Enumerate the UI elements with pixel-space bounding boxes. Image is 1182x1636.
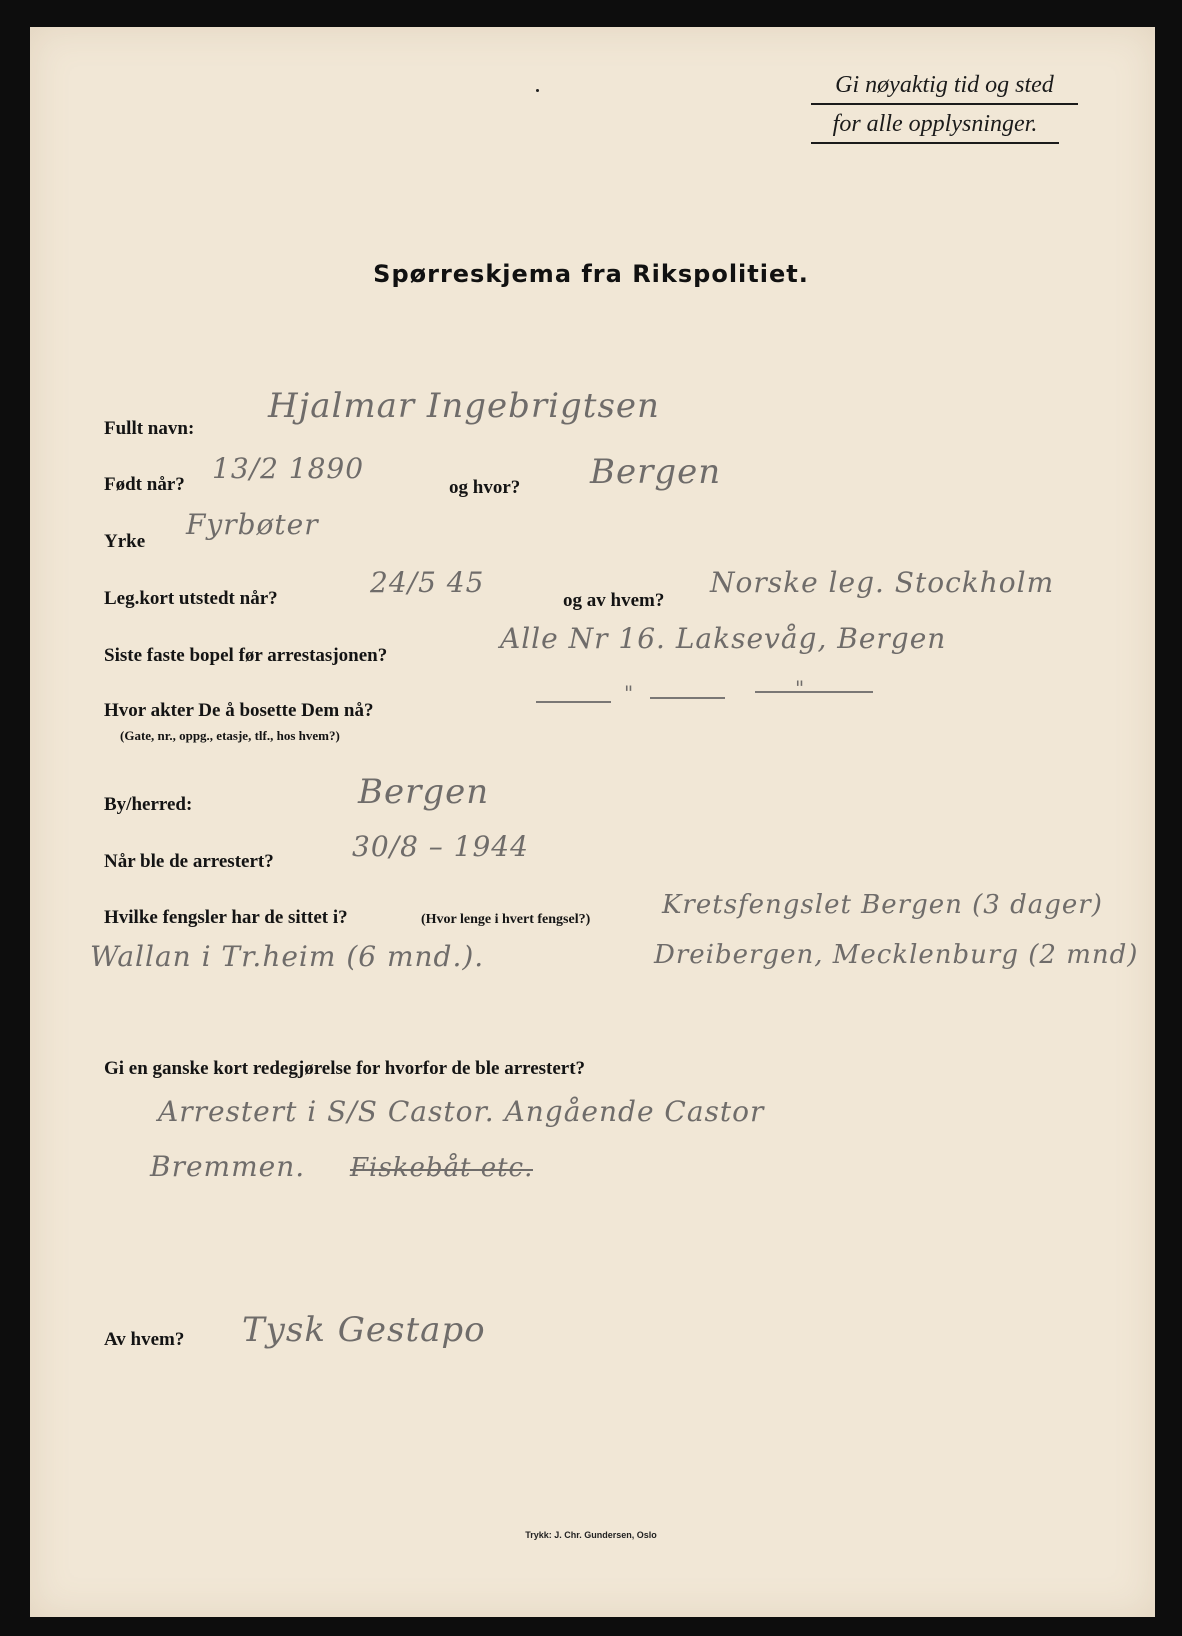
notice-line-1: Gi nøyaktig tid og sted bbox=[811, 66, 1078, 105]
full-name-value[interactable]: Hjalmar Ingebrigtsen bbox=[268, 386, 660, 426]
idcard-by-label: og av hvem? bbox=[563, 590, 665, 611]
idcard-when-label: Leg.kort utstedt når? bbox=[104, 588, 278, 609]
arrested-when-label: Når ble de arrestert? bbox=[104, 851, 274, 872]
form-title: Spørreskjema fra Rikspolitiet. bbox=[373, 260, 809, 288]
instruction-notice bbox=[811, 66, 1078, 144]
prisons-value-2b[interactable]: Dreibergen, Mecklenburg (2 mnd) bbox=[654, 940, 1139, 970]
reason-value-2b-struck[interactable]: Fiskebåt etc. bbox=[350, 1153, 534, 1183]
ditto-dash bbox=[536, 701, 611, 703]
notice-line-2: for alle opplysninger. bbox=[811, 105, 1059, 144]
idcard-by-value[interactable]: Norske leg. Stockholm bbox=[710, 566, 1055, 599]
ink-dot bbox=[536, 89, 539, 92]
municipality-value[interactable]: Bergen bbox=[358, 772, 490, 812]
printer-imprint: Trykk: J. Chr. Gundersen, Oslo bbox=[525, 1530, 657, 1540]
born-where-value[interactable]: Bergen bbox=[590, 452, 722, 492]
last-address-label: Siste faste bopel før arrestasjonen? bbox=[104, 645, 388, 666]
last-address-value[interactable]: Alle Nr 16. Laksevåg, Bergen bbox=[500, 622, 947, 655]
ditto-dash bbox=[650, 697, 725, 699]
ditto-dash bbox=[755, 691, 873, 693]
born-where-label: og hvor? bbox=[449, 477, 521, 498]
settle-sublabel: (Gate, nr., oppg., etasje, tlf., hos hvem?) bbox=[120, 728, 340, 743]
municipality-label: By/herred: bbox=[104, 794, 193, 815]
ditto-mark: " bbox=[624, 681, 635, 705]
by-whom-label: Av hvem? bbox=[104, 1329, 185, 1350]
born-when-label: Født når? bbox=[104, 474, 185, 495]
reason-label: Gi en ganske kort redegjørelse for hvorfor de ble arrestert? bbox=[104, 1058, 586, 1079]
ditto-mark: " bbox=[795, 676, 806, 700]
prisons-label: Hvilke fengsler har de sittet i? bbox=[104, 907, 348, 928]
reason-value-2a[interactable]: Bremmen. bbox=[150, 1150, 306, 1183]
idcard-when-value[interactable]: 24/5 45 bbox=[370, 566, 485, 599]
born-when-value[interactable]: 13/2 1890 bbox=[212, 452, 365, 485]
prisons-sublabel: (Hvor lenge i hvert fengsel?) bbox=[421, 912, 591, 927]
prisons-value-2a[interactable]: Wallan i Tr.heim (6 mnd.). bbox=[90, 940, 485, 973]
full-name-label: Fullt navn: bbox=[104, 418, 195, 439]
reason-value-1[interactable]: Arrestert i S/S Castor. Angående Castor bbox=[158, 1095, 765, 1128]
arrested-when-value[interactable]: 30/8 – 1944 bbox=[352, 830, 529, 863]
by-whom-value[interactable]: Tysk Gestapo bbox=[242, 1310, 486, 1350]
occupation-label: Yrke bbox=[104, 531, 146, 552]
settle-label: Hvor akter De å bosette Dem nå? bbox=[104, 700, 374, 721]
occupation-value[interactable]: Fyrbøter bbox=[186, 508, 319, 541]
prisons-value-1[interactable]: Kretsfengslet Bergen (3 dager) bbox=[662, 890, 1103, 920]
